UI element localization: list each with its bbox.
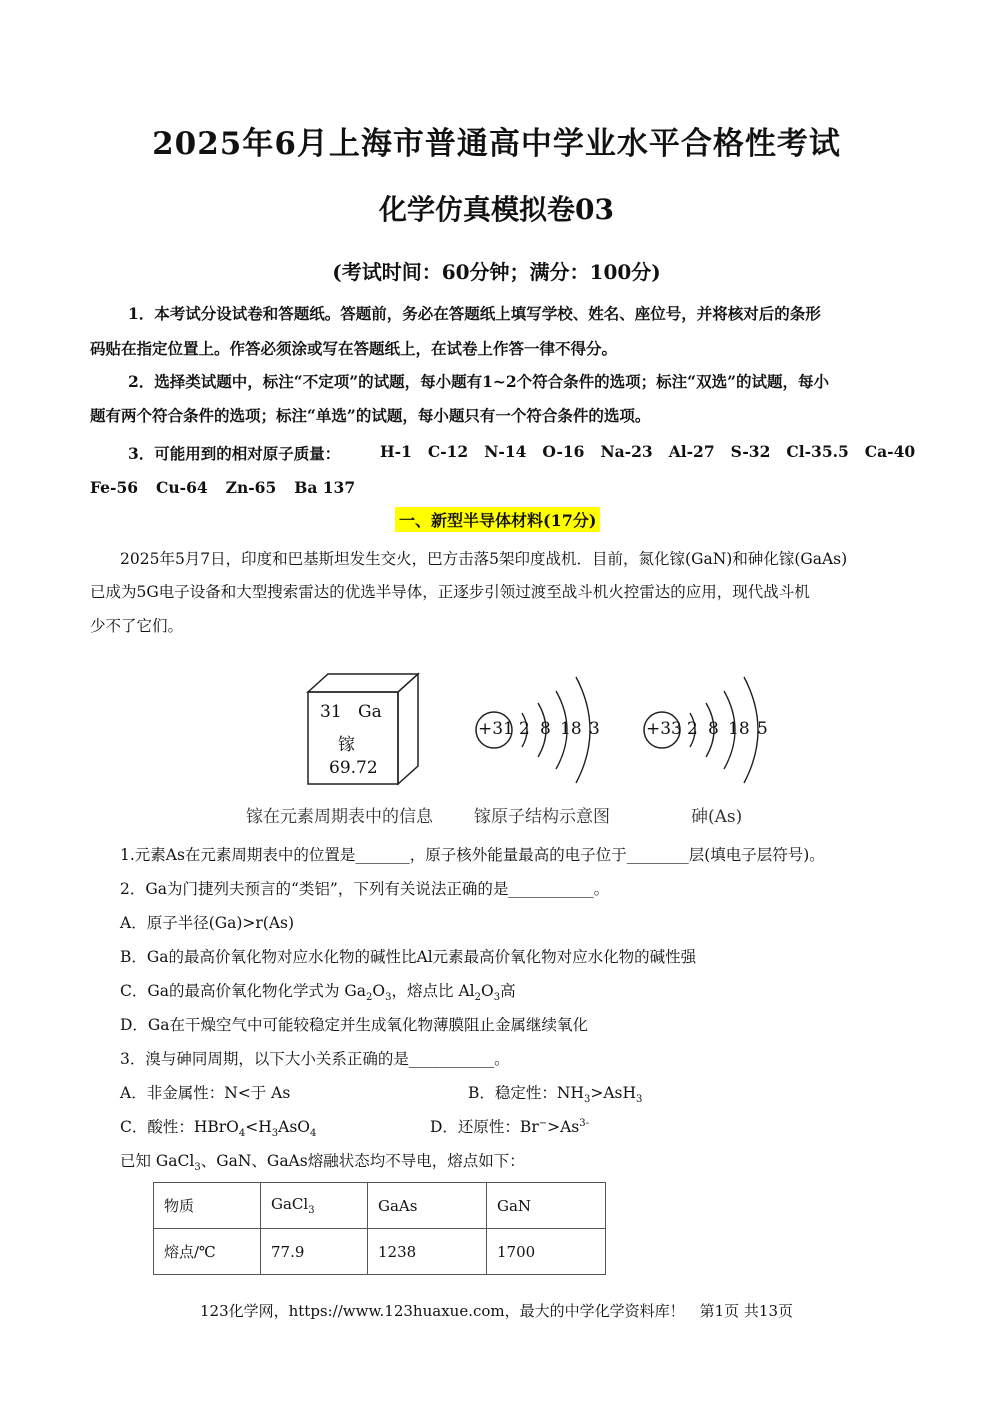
element-symbol: Ga — [358, 702, 382, 722]
melting-point-table — [153, 1182, 606, 1275]
ga-nucleus-charge: +31 — [478, 719, 514, 739]
note-2-line-1: 2．选择类试题中，标注“不定项”的试题，每小题有1~2个符合条件的选项；标注“双选”的试题，每小 — [128, 372, 830, 391]
ga-shell-2: 8 — [540, 719, 551, 739]
q3-option-a: A．非金属性：N<于 As — [120, 1084, 291, 1102]
as-nucleus-charge: +33 — [646, 719, 682, 739]
caption-ga-structure: 镓原子结构示意图 — [474, 807, 610, 827]
question-3: 3．溴与砷同周期，以下大小关系正确的是___________。 — [120, 1050, 510, 1068]
ga-shell-1: 2 — [519, 719, 530, 739]
q2-option-d: D．Ga在干燥空气中可能较稳定并生成氧化物薄膜阻止金属继续氧化 — [120, 1016, 589, 1034]
element-mass: 69.72 — [329, 758, 378, 778]
as-shell-2: 8 — [708, 719, 719, 739]
table-cell: GaCl$_3$ — [261, 1183, 368, 1229]
table-cell: GaAs — [368, 1183, 487, 1229]
question-2: 2．Ga为门捷列夫预言的“类铝”，下列有关说法正确的是___________。 — [120, 880, 610, 898]
caption-periodic-cell: 镓在元素周期表中的信息 — [246, 807, 433, 827]
as-shell-4: 5 — [757, 719, 768, 739]
element-atomic-number: 31 — [320, 702, 342, 722]
intro-line-2: 已成为5G电子设备和大型搜索雷达的优选半导体，正逐步引领过渡至战斗机火控雷达的应用，现代战斗机 — [90, 583, 810, 601]
q3-option-d: D．还原性：$Br^->As^{3-}$ — [430, 1117, 590, 1136]
q3-option-c: C．酸性：$HBrO_4<H_3AsO_4$ — [120, 1118, 317, 1140]
as-shell-1: 2 — [687, 719, 698, 739]
table-cell: 1238 — [368, 1229, 487, 1275]
intro-line-3: 少不了它们。 — [90, 617, 184, 635]
q2-option-c: C．Ga的最高价氧化物化学式为 $Ga_2O_3$，熔点比 $Al_2O_3$高 — [120, 982, 516, 1004]
ga-shell-3: 18 — [560, 719, 582, 739]
paper-subtitle: 化学仿真模拟卷03 — [379, 193, 614, 226]
note-2-line-2: 题有两个符合条件的选项；标注“单选”的试题，每小题只有一个符合条件的选项。 — [90, 406, 651, 425]
table-cell: GaN — [487, 1183, 606, 1229]
note-1-line-2: 码贴在指定位置上。作答必须涂或写在答题纸上，在试卷上作答一律不得分。 — [90, 339, 618, 358]
ga-shell-4: 3 — [589, 719, 600, 739]
caption-as: 砷(As) — [691, 807, 743, 827]
exam-title: 2025年6月上海市普通高中学业水平合格性考试 — [152, 126, 841, 162]
page-footer: 123化学网，https://www.123huaxue.com，最大的中学化学资料库！ 第1页 共13页 — [199, 1302, 794, 1320]
table-row — [154, 1229, 606, 1275]
atomic-masses-line-1: H-1 C-12 N-14 O-16 Na-23 Al-27 S-32 Cl-35.5 Ca-40 — [380, 442, 916, 461]
note-3-label: 3．可能用到的相对原子质量： — [128, 444, 341, 463]
q2-option-b: B．Ga的最高价氧化物对应水化物的碱性比Al元素最高价氧化物对应水化物的碱性强 — [120, 948, 697, 966]
atomic-masses-line-2: Fe-56 Cu-64 Zn-65 Ba 137 — [90, 478, 356, 497]
question-1: 1.元素As在元素周期表中的位置是_______，原子核外能量最高的电子位于________层(填电子层符号)。 — [120, 846, 825, 864]
as-shell-3: 18 — [728, 719, 750, 739]
q2-option-a: A．原子半径(Ga)>r(As) — [120, 914, 295, 932]
q3-option-b: B．稳定性：$NH_3>AsH_3$ — [468, 1084, 643, 1106]
table-cell: 1700 — [487, 1229, 606, 1275]
table-cell: 77.9 — [261, 1229, 368, 1275]
intro-line-1: 2025年5月7日，印度和巴基斯坦发生交火，巴方击落5架印度战机．目前，氮化镓(GaN)和砷化镓(GaAs) — [120, 550, 848, 568]
table-cell: 物质 — [154, 1183, 261, 1229]
section-heading: 一、新型半导体材料(17分) — [395, 507, 600, 532]
table-row — [154, 1183, 606, 1229]
known-statement: 已知 GaCl$_3$、GaN、GaAs熔融状态均不导电，熔点如下： — [120, 1152, 525, 1174]
exam-info: (考试时间：60分钟；满分：100分) — [332, 260, 661, 284]
table-cell: 熔点/℃ — [154, 1229, 261, 1275]
note-1-line-1: 1．本考试分设试卷和答题纸。答题前，务必在答题纸上填写学校、姓名、座位号，并将核对后的条形 — [128, 304, 821, 323]
element-name: 镓 — [338, 735, 355, 755]
